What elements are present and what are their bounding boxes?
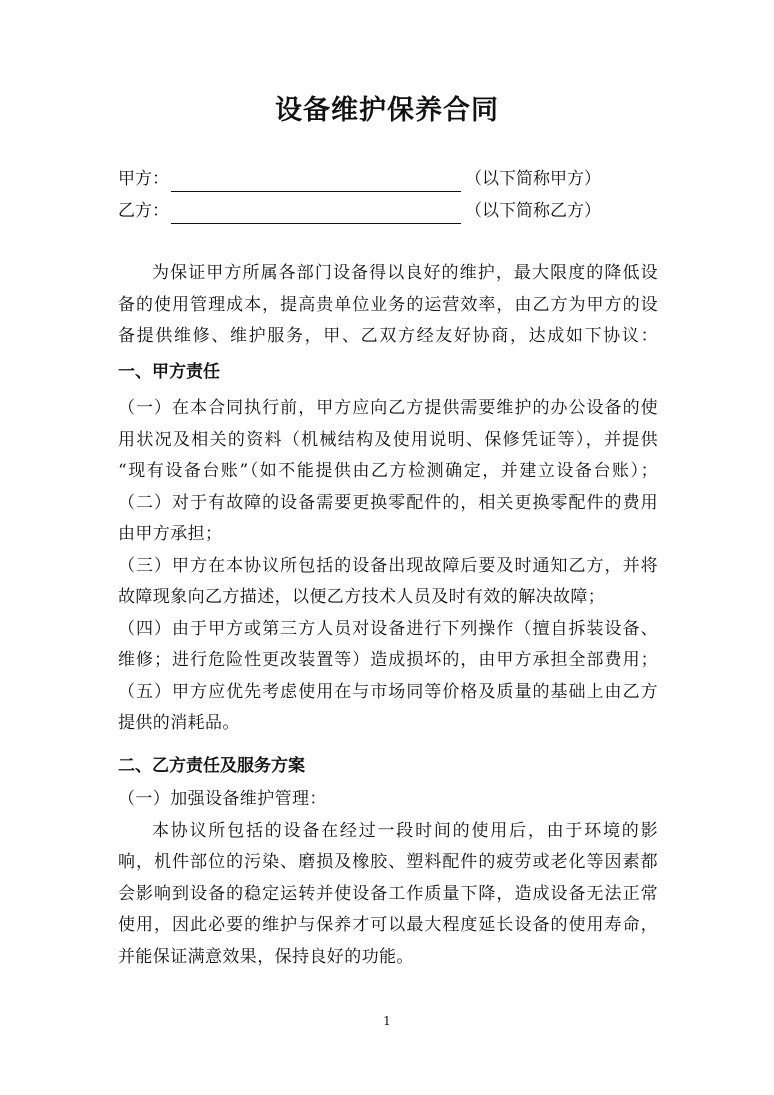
intro-line: 备提供维修、维护服务，甲、乙双方经友好协商，达成如下协议： (118, 326, 658, 346)
party-a-line (118, 166, 601, 192)
party-a-label: 甲方： (118, 169, 169, 189)
item1-line: 用状况及相关的资料（机械结构及使用说明、保修凭证等），并提供 (118, 429, 658, 450)
party-b-blank (171, 205, 461, 224)
party-b-line (118, 198, 601, 224)
intro-paragraph (118, 258, 658, 353)
item5-line: 提供的消耗品。 (118, 713, 240, 733)
party-a-suffix: （以下简称甲方） (465, 169, 601, 189)
page-number: 1 (383, 1014, 391, 1028)
document-title: 设备维护保养合同 (275, 95, 499, 126)
item4-line: 维修；进行危险性更改装置等）造成损坏的，由甲方承担全部费用； (118, 650, 658, 670)
sub1-line: 会影响到设备的稳定运转并使设备工作质量下降，造成设备无法正常 (118, 883, 658, 904)
sub1-line: 响，机件部位的污染、磨损及橡胶、塑料配件的疲劳或老化等因素都 (118, 852, 658, 872)
section2-heading: 二、乙方责任及服务方案 (118, 756, 305, 776)
party-a-blank (171, 173, 461, 192)
item1-line: “现有设备台账”（如不能提供由乙方检测确定，并建立设备台账）； (118, 461, 658, 481)
item4-line: （四）由于甲方或第三方人员对设备进行下列操作（擅自拆装设备、 (118, 618, 658, 639)
sub1-line: 本协议所包括的设备在经过一段时间的使用后，由于环境的影 (152, 820, 658, 841)
item1-line: （一）在本合同执行前，甲方应向乙方提供需要维护的办公设备的使 (118, 398, 658, 418)
section1-items (118, 393, 658, 740)
item2-line: （二）对于有故障的设备需要更换零配件的，相关更换零配件的费用 (118, 492, 658, 513)
party-b-suffix: （以下简称乙方） (465, 201, 601, 221)
section2-sub1 (118, 784, 658, 973)
sub1-line: 并能保证满意效果，保持良好的功能。 (118, 946, 414, 967)
item5-line: （五）甲方应优先考虑使用在与市场同等价格及质量的基础上由乙方 (118, 681, 658, 702)
intro-line: 为保证甲方所属各部门设备得以良好的维护，最大限度的降低设 (152, 263, 658, 283)
intro-line: 备的使用管理成本，提高贵单位业务的运营效率，由乙方为甲方的设 (118, 294, 658, 315)
sub1-title: （一）加强设备维护管理： (118, 789, 327, 809)
item2-line: 由甲方承担； (118, 524, 223, 544)
section1-heading: 一、甲方责任 (118, 362, 220, 382)
sub1-line: 使用，因此必要的维护与保养才可以最大程度延长设备的使用寿命， (118, 915, 658, 935)
item3-line: 故障现象向乙方描述，以便乙方技术人员及时有效的解决故障； (118, 587, 606, 607)
item3-line: （三）甲方在本协议所包括的设备出现故障后要及时通知乙方，并将 (118, 555, 658, 576)
party-b-label: 乙方： (118, 201, 169, 221)
